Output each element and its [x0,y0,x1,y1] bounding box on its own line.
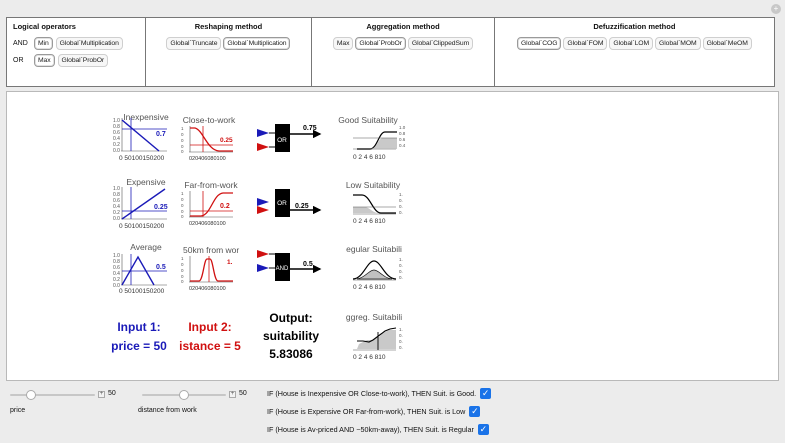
rule1-output-ticks: 0 2 4 6 810 [353,154,386,161]
svg-text:0.: 0. [399,333,403,338]
svg-text:1.: 1. [399,192,403,197]
rule3-toggle-row [267,424,489,435]
svg-text:0: 0 [181,132,184,137]
rule1-gate-label: OR [277,137,287,144]
svg-text:0.: 0. [399,339,403,344]
rule3-output-title: egular Suitabili [346,244,402,254]
svg-text:1: 1 [181,256,184,261]
rule3-output-ticks: 0 2 4 6 810 [353,284,386,291]
svg-text:0.: 0. [399,269,403,274]
rule1-distance-value: 0.25 [220,137,233,144]
svg-text:0.0: 0.0 [113,216,120,222]
svg-text:0.2: 0.2 [113,142,120,148]
rule1-toggle-row [267,388,491,399]
output-title: Output: [269,311,313,325]
rule2-output-ticks: 0 2 4 6 810 [353,218,386,225]
aggregation-clippedsum-button[interactable]: Global`ClippedSum [408,37,473,50]
input2-title: Input 2: [188,320,232,334]
rule2-gate-value: 0.25 [295,203,309,210]
fuzzy-inference-display [6,91,779,381]
svg-text:0.4: 0.4 [113,271,120,277]
rule2-red-arrow [257,206,269,214]
svg-text:0.6: 0.6 [113,130,120,136]
rule2-distance-value: 0.2 [220,203,230,210]
or-probor-button[interactable]: Global`ProbOr [58,54,109,67]
svg-text:0.4: 0.4 [399,143,406,148]
bottom-controls [0,383,785,443]
defuzz-meom-button[interactable]: Global`MeOM [703,37,752,50]
rule3-price-value: 0.5 [156,264,166,271]
rule2-price-yaxis [113,186,120,222]
reshape-multiplication-button[interactable]: Global`Multiplication [223,37,290,50]
rule1-row [113,112,406,162]
rule1-output-title: Good Suitability [338,115,398,125]
svg-text:0: 0 [181,144,184,149]
fuzzy-diagram [7,92,779,381]
and-multiplication-button[interactable]: Global`Multiplication [56,37,123,50]
rule1-distance-title: Close-to-work [182,115,236,125]
svg-text:0: 0 [181,268,184,273]
aggregation-method-panel [312,18,495,86]
output-subtitle: suitability [262,329,320,343]
rule3-distance-title: 50km from wor [183,245,240,255]
svg-text:0.4: 0.4 [113,136,120,142]
svg-text:0: 0 [181,274,184,279]
rule1-distance-ticks: 020406080100 [189,156,226,162]
svg-text:1.0: 1.0 [113,118,120,124]
rule1-output-area [357,138,397,149]
defuzzification-method-panel [495,18,774,86]
svg-text:1.0: 1.0 [113,253,120,259]
price-slider-plus-button[interactable]: + [99,391,104,397]
aggregate-area [357,330,396,349]
price-slider-value: 50 [108,390,116,397]
svg-text:0: 0 [181,149,184,154]
rule3-gate-label: AND [275,266,289,272]
logical-operators-panel [7,18,146,86]
logical-operators-title: Logical operators [13,22,76,31]
svg-text:0.: 0. [399,345,403,350]
svg-text:0: 0 [181,197,184,202]
rule1-distance-yaxis [181,126,184,154]
distance-slider-plus-button[interactable]: + [230,391,235,397]
price-slider-track[interactable] [10,394,95,396]
input1-title: Input 1: [117,320,161,334]
svg-text:0: 0 [181,203,184,208]
svg-text:0.0: 0.0 [113,283,120,289]
rule2-checkbox[interactable]: ✓ [471,406,479,416]
aggregate-title: ggreg. Suitabili [345,312,403,322]
aggregate-ticks: 0 2 4 6 810 [353,354,386,361]
window-corner-button[interactable]: + [771,4,781,14]
svg-text:0.6: 0.6 [113,198,120,204]
aggregation-max-button[interactable]: Max [333,37,354,50]
svg-text:0.6: 0.6 [399,137,406,142]
rule1-gate-value: 0.75 [303,125,317,132]
rule1-price-curve [122,120,159,151]
rule2-text: IF (House is Expensive OR Far-from-work), THEN Suit. is Low [267,407,466,416]
distance-slider-value: 50 [239,390,247,397]
rule3-gate-value: 0.5 [303,261,313,268]
svg-text:0: 0 [181,209,184,214]
defuzz-lom-button[interactable]: Global`LOM [609,37,653,50]
svg-text:0: 0 [181,138,184,143]
rule2-distance-ticks: 020406080100 [189,221,226,227]
rule1-price-title: Inexpensive [123,112,169,122]
rule2-distance-title: Far-from-work [184,180,238,190]
price-slider-knob[interactable] [26,390,36,400]
svg-text:1: 1 [181,126,184,131]
svg-text:0.6: 0.6 [113,265,120,271]
svg-text:0: 0 [181,262,184,267]
defuzz-fom-button[interactable]: Global`FOM [563,37,607,50]
svg-text:1.0: 1.0 [399,125,406,130]
rule1-price-value: 0.7 [156,131,166,138]
reshaping-method-panel [146,18,313,86]
svg-text:0.2: 0.2 [113,210,120,216]
rule3-checkbox[interactable]: ✓ [479,424,488,434]
svg-text:0: 0 [181,279,184,284]
rule2-price-ticks: 0 50100150200 [119,223,165,230]
rule3-price-yaxis [113,253,120,289]
price-slider-caption: price [10,407,26,414]
rule1-text: IF (House is Inexpensive OR Close-to-work), THEN Suit. is Good. [267,389,477,398]
rule3-row [113,242,403,295]
reshape-truncate-button[interactable]: Global`Truncate [166,37,221,50]
rule3-text: IF (House is Av-priced AND ~50km-away), THEN Suit. is Regular [267,425,474,434]
rule1-red-arrow [257,143,269,151]
rule2-toggle-row [267,406,480,417]
svg-text:1.0: 1.0 [113,186,120,192]
defuzz-cog-button[interactable]: Global`COG [517,37,561,50]
distance-slider-caption: distance from work [138,407,197,414]
svg-text:0.: 0. [399,210,403,215]
and-label: AND [13,40,28,47]
rule3-distance-ticks: 020406080100 [189,286,226,292]
distance-slider-knob[interactable] [179,390,189,400]
svg-text:0.8: 0.8 [113,124,120,130]
svg-text:0.8: 0.8 [399,131,406,136]
rule2-price-value: 0.25 [154,204,168,211]
svg-text:0.: 0. [399,263,403,268]
aggregation-probor-button[interactable]: Global`ProbOr [355,37,406,50]
svg-text:0.8: 0.8 [113,192,120,198]
aggregation-method-title: Aggregation method [366,22,440,31]
defuzz-mom-button[interactable]: Global`MOM [655,37,701,50]
rule1-price-ticks: 0 50100150200 [119,155,165,162]
rule3-blue-arrow [257,264,269,272]
rule2-row [113,177,403,230]
or-max-button[interactable]: Max [34,54,55,67]
aggregate-chart [346,312,403,361]
svg-text:0.2: 0.2 [113,277,120,283]
and-min-button[interactable]: Min [34,37,53,50]
svg-text:0.: 0. [399,204,403,209]
svg-text:1.: 1. [399,257,403,262]
rule3-price-title: Average [130,242,162,252]
input2-value: istance = 5 [179,339,241,353]
svg-text:0.: 0. [399,198,403,203]
controls-bar [6,17,775,87]
reshaping-method-title: Reshaping method [194,22,263,31]
svg-text:1.: 1. [399,327,403,332]
rule3-distance-yaxis [181,256,184,284]
defuzzification-method-title: Defuzzification method [593,22,676,31]
rule2-output-title: Low Suitability [345,180,401,190]
svg-text:0.4: 0.4 [113,204,120,210]
output-value: 5.83086 [269,347,313,361]
svg-text:1: 1 [181,191,184,196]
rule1-price-yaxis [113,118,120,154]
svg-text:0.: 0. [399,275,403,280]
rule2-price-title: Expensive [126,177,166,187]
rule1-blue-arrow [257,129,269,137]
or-label: OR [13,57,24,64]
svg-text:0: 0 [181,214,184,219]
rule2-gate-label: OR [277,200,287,207]
svg-text:0.0: 0.0 [113,148,120,154]
rule2-blue-arrow [257,198,269,206]
rule3-price-ticks: 0 50100150200 [119,288,165,295]
rule3-red-arrow [257,250,269,258]
rule1-checkbox[interactable]: ✓ [481,388,490,398]
input1-value: price = 50 [111,339,167,353]
svg-text:0.8: 0.8 [113,259,120,265]
distance-slider-track[interactable] [142,394,226,396]
rule2-distance-yaxis [181,191,184,219]
rule3-distance-value: 1. [227,259,233,266]
